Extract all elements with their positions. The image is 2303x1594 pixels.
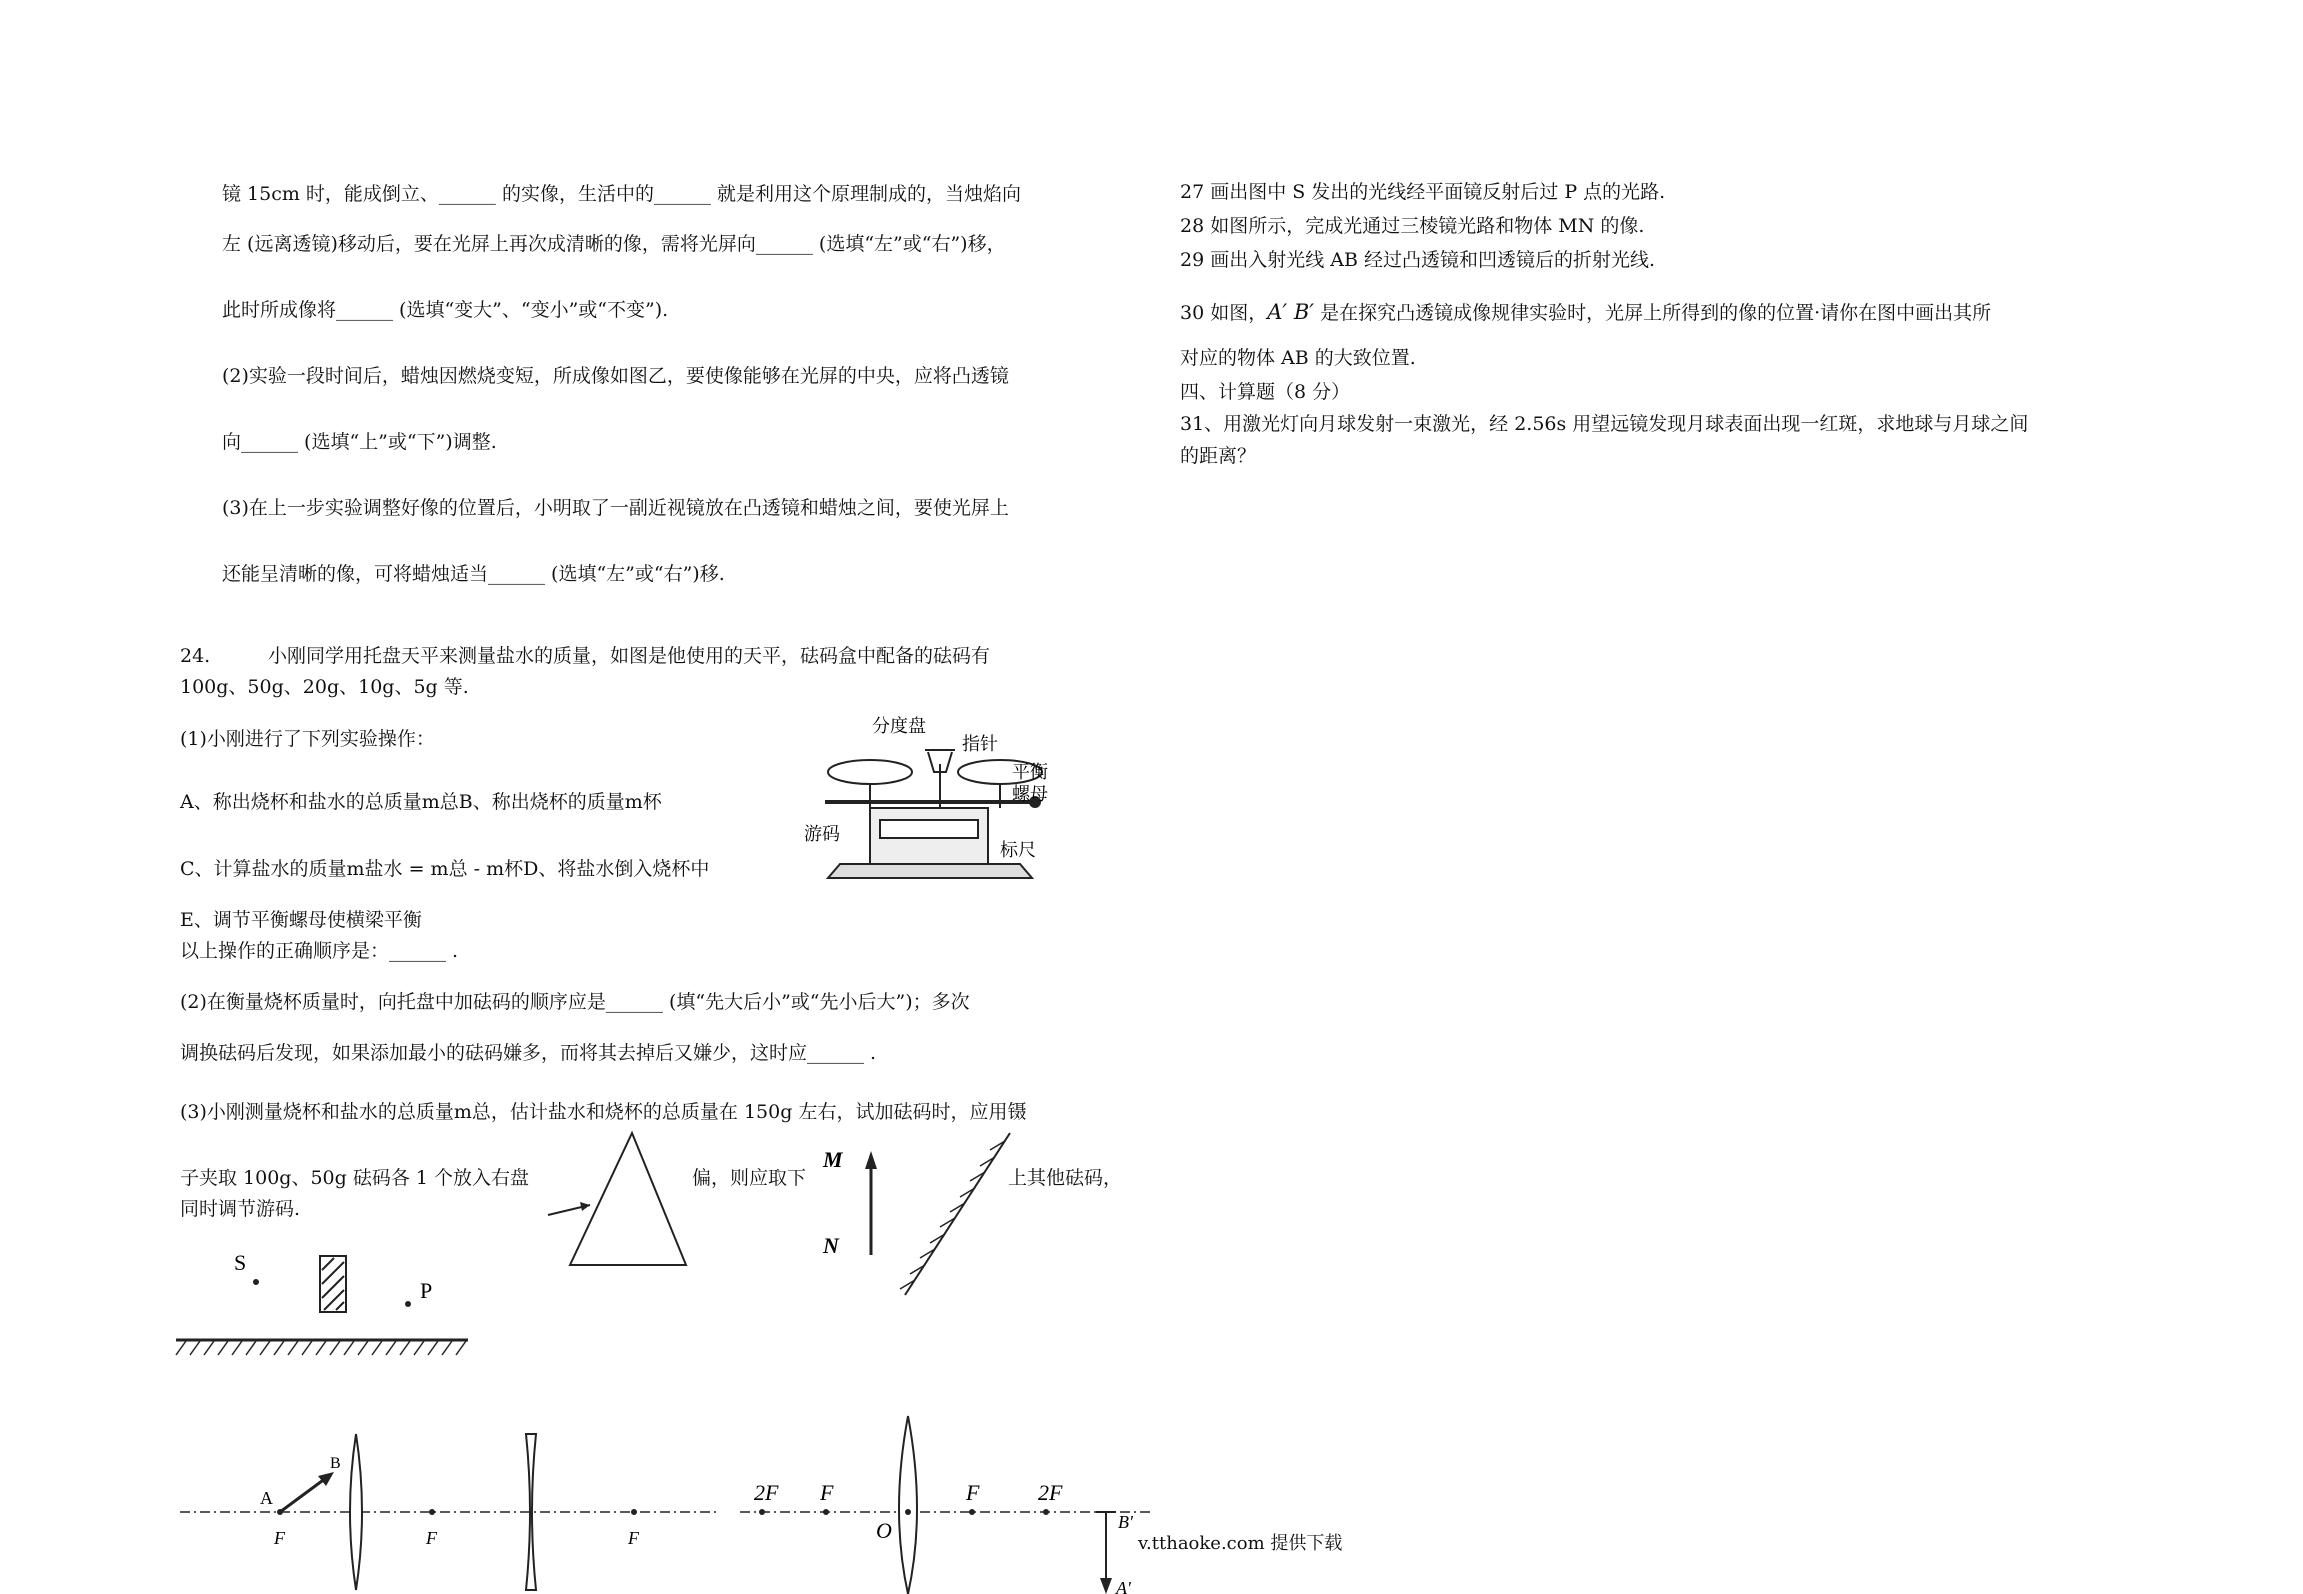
q23-line-7: 还能呈清晰的像，可将蜡烛适当______ (选填“左”或“右”)移. (222, 563, 725, 585)
label-O: O (876, 1518, 892, 1543)
q24-line-6: E、调节平衡螺母使横梁平衡 (180, 909, 422, 931)
mirror-mn-figure (815, 1125, 1025, 1305)
q23-line-5: 向______ (选填“上”或“下”)调整. (222, 431, 497, 453)
plane-mirror-figure (170, 1240, 480, 1370)
q23-line-3: 此时所成像将______ (选填“变大”、“变小”或“不变”). (222, 299, 669, 321)
label-F-1: F (274, 1528, 285, 1548)
label-B: B (330, 1455, 341, 1472)
q24-line-11c: 上其他砝码， (1008, 1167, 1123, 1189)
prism-figure (540, 1125, 700, 1275)
label-P: P (420, 1278, 433, 1303)
convex-lens-image-figure (740, 1410, 1160, 1594)
label-N: N (823, 1233, 839, 1258)
q24-number: 24. (180, 645, 211, 667)
balance-label-rider: 游码 (804, 824, 840, 844)
q30-image-symbol: A′ B′ (1267, 300, 1315, 324)
balance-label-scale: 标尺 (1000, 840, 1036, 860)
label-2F-right: 2F (1038, 1480, 1063, 1505)
section-4-heading: 四、计算题（8 分） (1180, 381, 1351, 403)
balance-figure (800, 712, 1060, 892)
q30-text: 是在探究凸透镜成像规律实验时，光屏上所得到的像的位置·请你在图中画出其所 (1314, 302, 1992, 324)
balance-label-nut-1: 平衡 (1012, 762, 1048, 782)
q23-line-4: (2)实验一段时间后，蜡烛因燃烧变短，所成像如图乙，要使像能够在光屏的中央，应将凸透镜 (222, 365, 1009, 387)
q23-line-1: 镜 15cm 时，能成倒立、______ 的实像，生活中的______ 就是利用这个原理制成的，当烛焰向 (222, 183, 1021, 205)
label-F-right: F (966, 1480, 980, 1505)
q24-line-1: 小刚同学用托盘天平来测量盐水的质量，如图是他使用的天平，砝码盒中配备的砝码有 (268, 645, 991, 667)
label-A: A (260, 1488, 273, 1508)
lens-pair-figure (180, 1420, 720, 1594)
label-A-prime: A′ (1116, 1578, 1131, 1594)
q31-line-2: 的距离？ (1180, 445, 1257, 467)
q24-line-9: 调换砝码后发现，如果添加最小的砝码嫌多，而将其去掉后又嫌少，这时应______ . (180, 1042, 877, 1064)
q23-line-6: (3)在上一步实验调整好像的位置后，小明取了一副近视镜放在凸透镜和蜡烛之间，要使光屏上 (222, 497, 1009, 519)
q24-line-7: 以上操作的正确顺序是：______ . (180, 940, 459, 962)
q24-line-5: C、计算盐水的质量m盐水 = m总 - m杯D、将盐水倒入烧杯中 (180, 858, 710, 880)
label-F-left: F (820, 1480, 834, 1505)
label-2F-left: 2F (754, 1480, 779, 1505)
q24-line-4: A、称出烧杯和盐水的总质量m总B、称出烧杯的质量m杯 (180, 791, 662, 813)
q27-text: 27 画出图中 S 发出的光线经平面镜反射后过 P 点的光路. (1180, 181, 1666, 203)
q24-line-3: (1)小刚进行了下列实验操作： (180, 728, 435, 750)
q28-text: 28 如图所示，完成光通过三棱镜光路和物体 MN 的像. (1180, 215, 1645, 237)
balance-label-pointer: 指针 (962, 734, 998, 754)
q24-line-10: (3)小刚测量烧杯和盐水的总质量m总，估计盐水和烧杯的总质量在 150g 左右，试加砝码时，应用镊 (180, 1101, 1027, 1123)
label-F-2: F (426, 1528, 437, 1548)
q30-line-2: 对应的物体 AB 的大致位置. (1180, 347, 1416, 369)
label-F-3: F (628, 1528, 639, 1548)
q24-line-12: 同时调节游码. (180, 1198, 301, 1220)
q24-line-2: 100g、50g、20g、10g、5g 等. (180, 676, 469, 698)
q29-text: 29 画出入射光线 AB 经过凸透镜和凹透镜后的折射光线. (1180, 249, 1656, 271)
q31-line-1: 31、用激光灯向月球发射一束激光，经 2.56s 用望远镜发现月球表面出现一红斑，求地球与月球之间 (1180, 413, 2029, 435)
label-S: S (234, 1250, 247, 1275)
q30-line-1 (1180, 300, 1991, 325)
label-B-prime: B′ (1118, 1512, 1133, 1532)
balance-label-nut-2: 螺母 (1012, 784, 1048, 804)
footer-download-note: v.tthaoke.com 提供下载 (1138, 1533, 1343, 1554)
q30-prefix: 30 如图， (1180, 302, 1268, 324)
balance-label-dial: 分度盘 (872, 716, 926, 736)
q24-line-11a: 子夹取 100g、50g 砝码各 1 个放入右盘 (180, 1167, 530, 1189)
q24-line-11b: 偏，则应取下 (692, 1167, 807, 1189)
q23-line-2: 左 (远离透镜)移动后，要在光屏上再次成清晰的像，需将光屏向______ (选填“左”或“右”)移， (222, 233, 1006, 255)
q24-line-8: (2)在衡量烧杯质量时，向托盘中加砝码的顺序应是______ (填“先大后小”或“先小后大”)；多次 (180, 991, 970, 1013)
label-M: M (823, 1147, 843, 1172)
